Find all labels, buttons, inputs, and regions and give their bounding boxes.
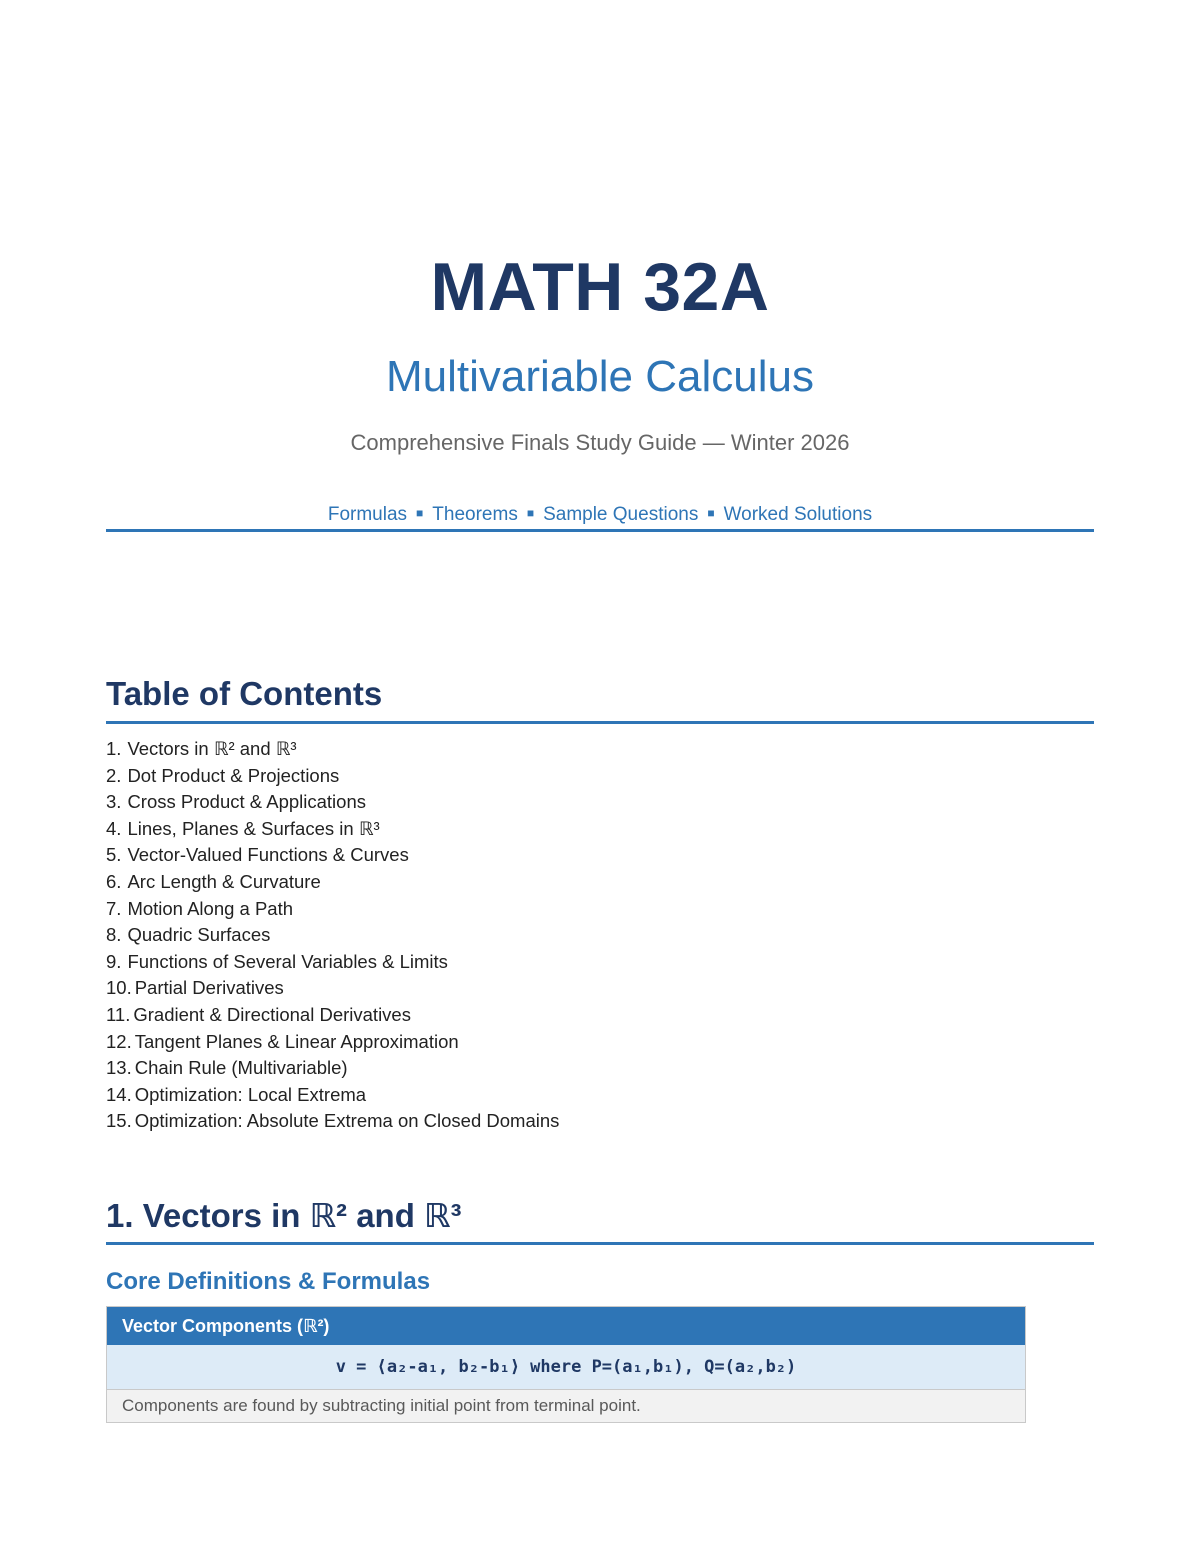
- toc-item[interactable]: 1. Vectors in ℝ² and ℝ³: [106, 738, 297, 759]
- section-heading-vectors: 1. Vectors in ℝ² and ℝ³: [106, 1197, 462, 1234]
- separator-icon: ■: [526, 506, 535, 520]
- toc-item[interactable]: 3. Cross Product & Applications: [106, 791, 366, 813]
- header-divider: [106, 529, 1094, 532]
- separator-icon: ■: [416, 506, 424, 520]
- toc-item[interactable]: 14. Optimization: Local Extrema: [106, 1083, 367, 1105]
- toc-item[interactable]: 4. Lines, Planes & Surfaces in ℝ³: [106, 817, 380, 839]
- toc-item[interactable]: 8. Quadric Surfaces: [106, 924, 271, 946]
- topics-line: [0, 504, 1200, 526]
- topic-formulas: Formulas: [327, 504, 408, 525]
- toc-item[interactable]: 2. Dot Product & Projections: [106, 764, 340, 786]
- toc-divider: [106, 721, 1094, 724]
- subsection-heading: Core Definitions & Formulas: [106, 1268, 431, 1295]
- toc-item[interactable]: 11. Gradient & Directional Derivatives: [106, 1003, 411, 1025]
- toc-item[interactable]: 10. Partial Derivatives: [106, 977, 284, 999]
- toc-item[interactable]: 13. Chain Rule (Multivariable): [106, 1057, 348, 1079]
- formula-box-title: Vector Components (ℝ²): [107, 1307, 1025, 1345]
- page-title: MATH 32A: [430, 249, 770, 325]
- formula-note: Components are found by subtracting initial point from terminal point.: [107, 1390, 1025, 1422]
- toc-heading: Table of Contents: [106, 675, 383, 712]
- formula-text: v = ⟨a₂-a₁, b₂-b₁⟩ where P=(a₁,b₁), Q=(a₂,b₂): [107, 1345, 1025, 1390]
- toc-item[interactable]: 6. Arc Length & Curvature: [106, 870, 321, 892]
- toc-item[interactable]: 5. Vector-Valued Functions & Curves: [106, 844, 409, 866]
- toc-list: [106, 736, 559, 1135]
- topic-theorems: Theorems: [432, 504, 518, 525]
- toc-item[interactable]: 7. Motion Along a Path: [106, 897, 294, 919]
- section-divider: [106, 1242, 1094, 1245]
- toc-item[interactable]: 9. Functions of Several Variables & Limits: [106, 950, 448, 972]
- separator-icon: ■: [707, 506, 715, 520]
- topic-worked-solutions: Worked Solutions: [723, 504, 873, 525]
- toc-item[interactable]: 12. Tangent Planes & Linear Approximation: [106, 1030, 459, 1052]
- topic-sample-questions: Sample Questions: [543, 504, 699, 525]
- page-tagline: Comprehensive Finals Study Guide — Winter 2026: [350, 430, 850, 455]
- page-subtitle: Multivariable Calculus: [386, 352, 814, 401]
- formula-box: [106, 1306, 1026, 1423]
- toc-item[interactable]: 15. Optimization: Absolute Extrema on Closed Domains: [106, 1110, 560, 1132]
